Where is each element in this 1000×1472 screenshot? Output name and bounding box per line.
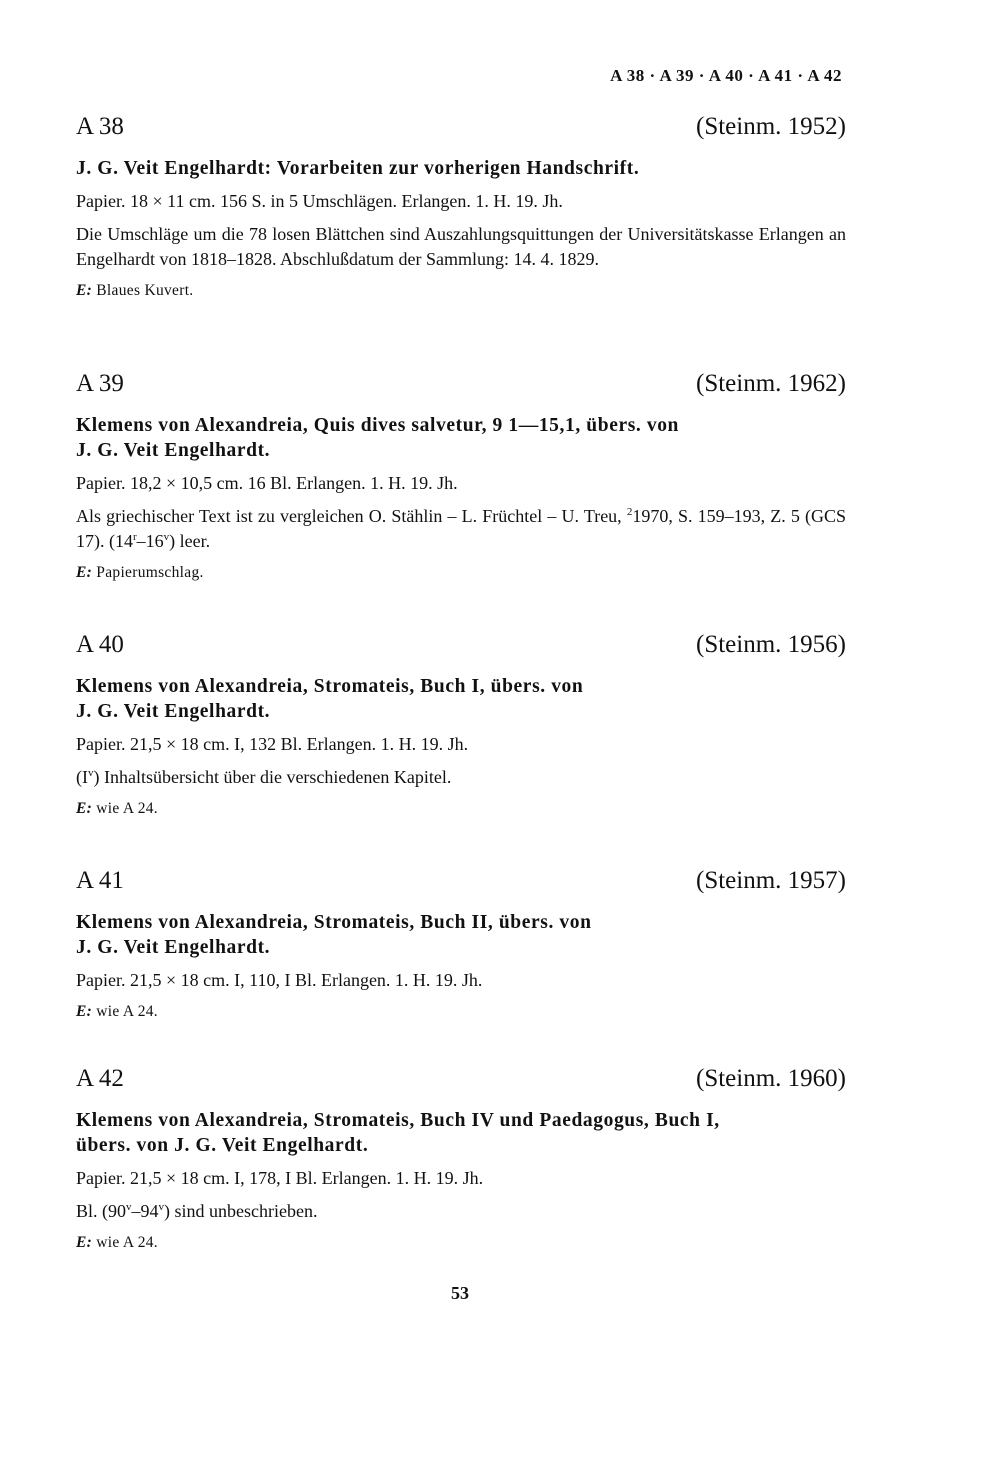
entry-description: Die Umschläge um die 78 losen Blättchen sind Auszahlungsquittungen der Universitätskasse Erlangen an Engelhardt von 1818–1828. Abschlußdatum der Sammlung: 14. 4. 1829. [76,224,846,269]
catalog-entry-a41 [76,866,846,1023]
entry-reference: (Steinm. 1957) [696,867,846,894]
binding-label: E: [76,1234,93,1251]
entry-binding [76,1232,846,1254]
entry-reference: (Steinm. 1962) [696,370,846,397]
entry-binding [76,280,846,302]
entry-title: Klemens von Alexandreia, Stromateis, Buch IV und Paedagogus, Buch I, übers. von J. G. Veit Engelhardt. [76,1110,720,1156]
entry-physical-description: Papier. 18,2 × 10,5 cm. 16 Bl. Erlangen. 1. H. 19. Jh. [76,473,458,493]
verso-superscript: v [163,531,170,543]
binding-text: Blaues Kuvert. [96,282,194,299]
entry-physical-description: Papier. 18 × 11 cm. 156 S. in 5 Umschlägen. Erlangen. 1. H. 19. Jh. [76,191,563,211]
verso-superscript: v [88,767,94,779]
catalog-entry-a39 [76,369,846,584]
description-text: Bl. (90 [76,1201,127,1221]
binding-label: E: [76,800,93,817]
entry-header [76,1064,846,1094]
recto-superscript: r [133,531,137,543]
entry-header [76,630,846,660]
description-text: (I [76,767,88,787]
description-text: ) sind unbeschrieben. [164,1201,318,1221]
binding-label: E: [76,1003,93,1020]
entry-header [76,866,846,896]
entry-description [76,765,846,790]
entry-reference: (Steinm. 1956) [696,631,846,658]
binding-label: E: [76,564,93,581]
binding-text: wie A 24. [96,800,158,817]
binding-label: E: [76,282,93,299]
verso-superscript: v [158,1201,165,1213]
catalog-entry-a42 [76,1064,846,1254]
description-text: ) Inhaltsübersicht über die verschiedenen Kapitel. [93,767,452,787]
entry-title: Klemens von Alexandreia, Stromateis, Buch II, übers. von J. G. Veit Engelhardt. [76,912,592,958]
running-head: A 38 · A 39 · A 40 · A 41 · A 42 [610,66,842,85]
verso-superscript: v [126,1201,132,1213]
description-text: Als griechischer Text ist zu vergleichen O. Stählin – L. Früchtel – U. Treu, [76,506,627,526]
binding-text: Papierumschlag. [96,564,204,581]
description-text: ) leer. [169,531,211,551]
description-text: –94 [131,1201,159,1221]
binding-text: wie A 24. [96,1234,158,1251]
entry-binding [76,1001,846,1023]
entry-id: A 42 [76,1065,124,1092]
entry-reference: (Steinm. 1960) [696,1065,846,1092]
entry-physical-description: Papier. 21,5 × 18 cm. I, 132 Bl. Erlangen. 1. H. 19. Jh. [76,734,469,754]
entry-physical-description: Papier. 21,5 × 18 cm. I, 110, I Bl. Erlangen. 1. H. 19. Jh. [76,970,483,990]
catalog-entry-a38 [76,112,846,302]
entry-id: A 39 [76,370,124,397]
description-text: 1970, S. 159–193, Z. 5 (GCS 17). (14 [76,506,846,551]
entry-title: Klemens von Alexandreia, Stromateis, Buch I, übers. von J. G. Veit Engelhardt. [76,676,584,722]
entry-title: Klemens von Alexandreia, Quis dives salvetur, 9 1—15,1, übers. von J. G. Veit Engelhardt. [76,415,679,461]
page-number: 53 [451,1283,469,1303]
entry-id: A 40 [76,631,124,658]
entry-description [76,504,846,554]
binding-text: wie A 24. [96,1003,158,1020]
catalog-entry-a40 [76,630,846,820]
entry-reference: (Steinm. 1952) [696,113,846,140]
edition-superscript: 2 [626,506,633,518]
entry-description [76,1199,846,1224]
entry-header [76,369,846,399]
description-text: –16 [136,531,164,551]
entry-title: J. G. Veit Engelhardt: Vorarbeiten zur vorherigen Handschrift. [76,158,640,179]
entry-id: A 38 [76,113,124,140]
entry-id: A 41 [76,867,124,894]
entry-physical-description: Papier. 21,5 × 18 cm. I, 178, I Bl. Erlangen. 1. H. 19. Jh. [76,1168,484,1188]
entry-binding [76,798,846,820]
entry-header [76,112,846,142]
entry-binding [76,562,846,584]
